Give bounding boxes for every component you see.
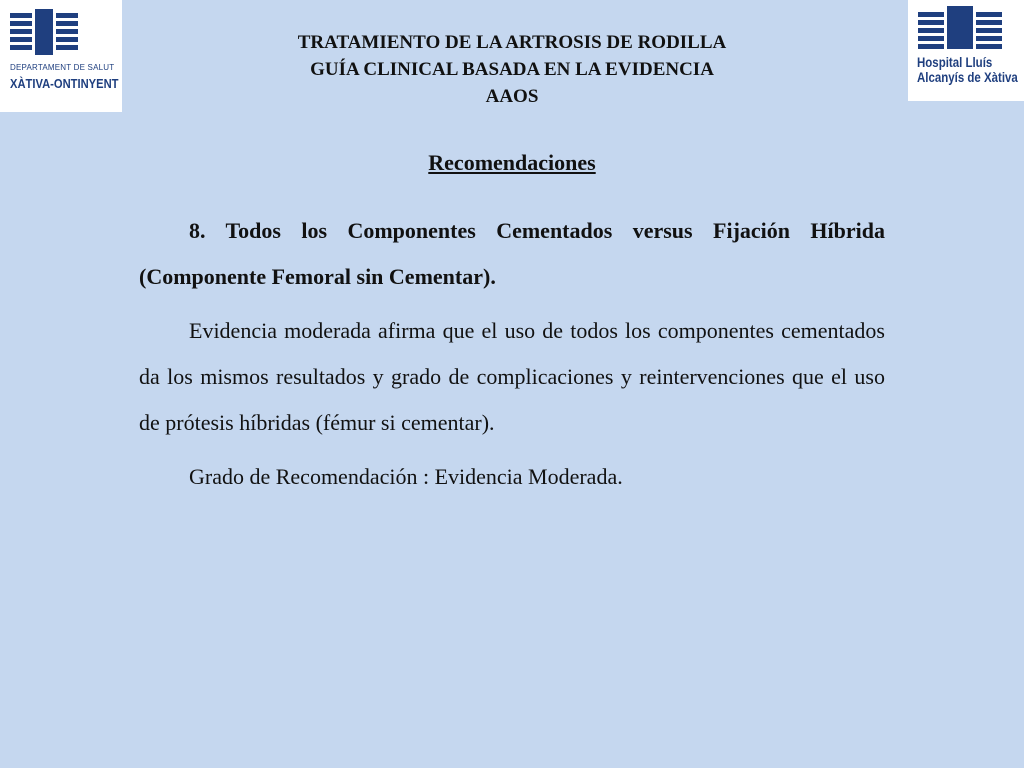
slide-content [139,208,885,500]
building-logo-icon [918,6,1004,50]
recommendation-grade: Grado de Recomendación : Evidencia Moderada. [189,464,623,489]
logo-left-line2: XÀTIVA-ONTINYENT [10,76,119,91]
recommendation-title: 8. Todos los Componentes Cementados versus Fijación Híbrida (Componente Femoral sin Cementar). [139,218,885,289]
header-line-1: TRATAMIENTO DE LA ARTROSIS DE RODILLA [297,32,727,53]
logo-hospital [908,0,1024,101]
building-logo-icon [10,9,80,55]
header-line-3: AAOS [485,86,539,107]
evidence-paragraph: Evidencia moderada afirma que el uso de todos los componentes cementados da los mismos resultados y grado de complicaciones y reintervenciones que el uso de prótesis híbridas (fémur si cementar). [139,318,885,435]
logo-departament-salut [0,0,122,112]
slide-header [200,29,824,110]
logo-right-text [917,55,1018,84]
logo-right-line2: Alcanyís de Xàtiva [917,68,1018,85]
section-title: Recomendaciones [428,150,596,175]
header-line-2: GUÍA CLINICAL BASADA EN LA EVIDENCIA [310,59,714,80]
logo-right-line1: Hospital Lluís [917,54,993,70]
logo-left-line1: DEPARTAMENT DE SALUT [10,63,115,72]
